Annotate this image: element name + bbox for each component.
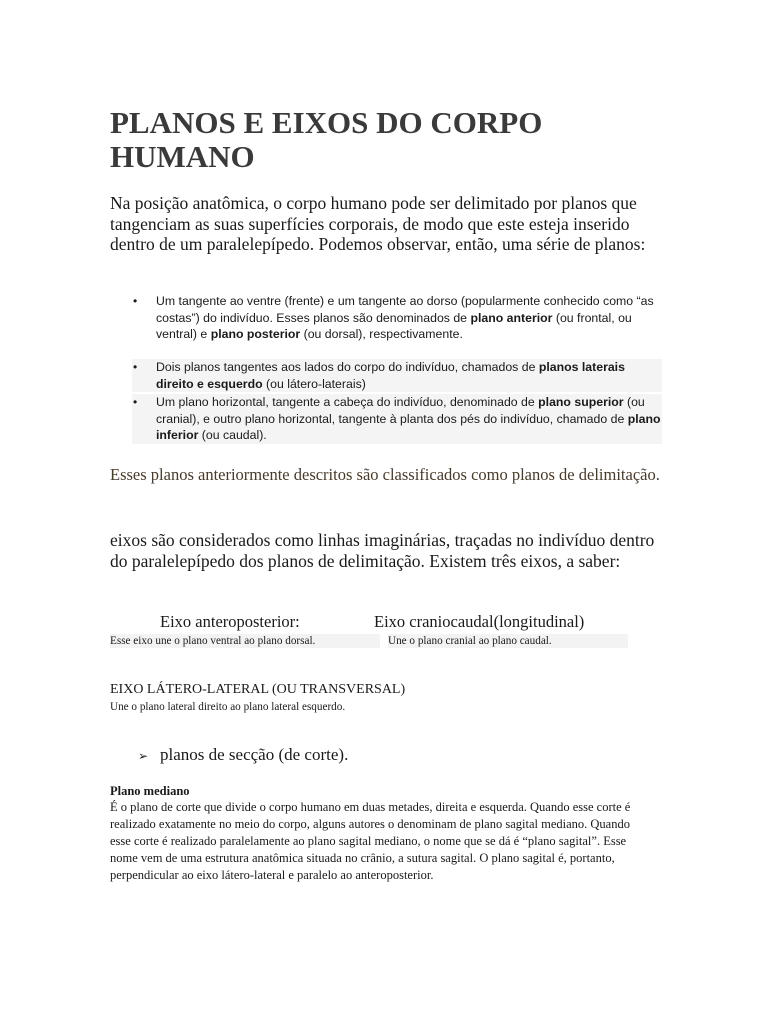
- median-plane-heading: Plano mediano: [110, 784, 190, 798]
- page-title: PLANOS E EIXOS DO CORPO HUMANO: [110, 105, 543, 174]
- bullet-text: (ou cranial), e outro plano horizontal, tangente à planta dos pés do indivíduo, chamado de: [156, 395, 645, 426]
- bullet-text: Um plano horizontal, tangente a cabeça do indivíduo, denominado de: [156, 395, 539, 409]
- intro-paragraph: Na posição anatômica, o corpo humano pode ser delimitado por planos que tangenciam as suas superfícies corporais, de modo que este esteja inserido dentro de um paralelepípedo. Podemos observar, então, uma série de planos:: [110, 193, 646, 254]
- bullet-text: Um tangente ao ventre (frente) e um tangente ao dorso (popularmente conhecido como “as costas”) do indivíduo. Esses planos são denominados de: [156, 294, 654, 325]
- list-item: [132, 293, 662, 343]
- axes-intro-paragraph: eixos são considerados como linhas imaginárias, traçadas no indivíduo dentro do paralelepípedo dos planos de delimitação. Existem três eixos, a saber:: [110, 530, 655, 571]
- bullet-list-3: [132, 394, 662, 444]
- bold-term: plano superior: [538, 395, 624, 409]
- bold-term: plano anterior: [470, 310, 553, 325]
- summary-paragraph: Esses planos anteriormente descritos são classificados como planos de delimitação.: [110, 465, 660, 484]
- axis-latero-lateral-heading: EIXO LÁTERO-LATERAL (OU TRANSVERSAL): [110, 682, 406, 697]
- bullet-text: (ou frontal, ou ventral) e: [156, 310, 632, 342]
- bullet-list-2: [132, 359, 662, 392]
- list-item: [132, 394, 662, 444]
- axis-latero-lateral-description: Une o plano lateral direito ao plano lateral esquerdo.: [110, 701, 346, 713]
- bullet-text: (ou caudal).: [198, 428, 267, 443]
- bullet-icon: •: [133, 395, 138, 409]
- bold-term: planos laterais direito e esquerdo: [156, 360, 625, 391]
- section-planes-heading: planos de secção (de corte).: [160, 745, 349, 764]
- bullet-list-1: [132, 293, 662, 343]
- median-plane-paragraph: É o plano de corte que divide o corpo humano em duas metades, direita e esquerda. Quando esse corte é realizado exatamente no meio do corpo, alguns autores o denominam de plano sagital mediano. Quando esse corte é realizado paralelamente ao plano sagital mediano, o nome que se dá é “plano sagital”. Esse nome vem de uma estrutura anatômica situada no crânio, a sutura sagital. O plano sagital é, portanto, perpendicular ao eixo látero-lateral e paralelo ao anteroposterior.: [110, 800, 631, 882]
- bold-term: plano inferior: [156, 411, 661, 443]
- bullet-text: (ou dorsal), respectivamente.: [300, 327, 463, 342]
- bullet-text: (ou látero-laterais): [262, 376, 366, 391]
- bold-term: plano posterior: [210, 327, 301, 342]
- axis-anteroposterior-heading: Eixo anteroposterior:: [160, 612, 300, 631]
- axis-anteroposterior-description: Esse eixo une o plano ventral ao plano dorsal.: [110, 634, 380, 648]
- bullet-icon: •: [133, 294, 138, 308]
- list-item: [132, 359, 662, 392]
- bullet-icon: •: [133, 360, 138, 374]
- bullet-text: Dois planos tangentes aos lados do corpo do indivíduo, chamados de: [156, 360, 539, 374]
- axis-craniocaudal-heading: Eixo craniocaudal(longitudinal): [374, 612, 585, 631]
- arrow-bullet-icon: ➢: [138, 749, 149, 763]
- axis-craniocaudal-description: Une o plano cranial ao plano caudal.: [388, 634, 628, 648]
